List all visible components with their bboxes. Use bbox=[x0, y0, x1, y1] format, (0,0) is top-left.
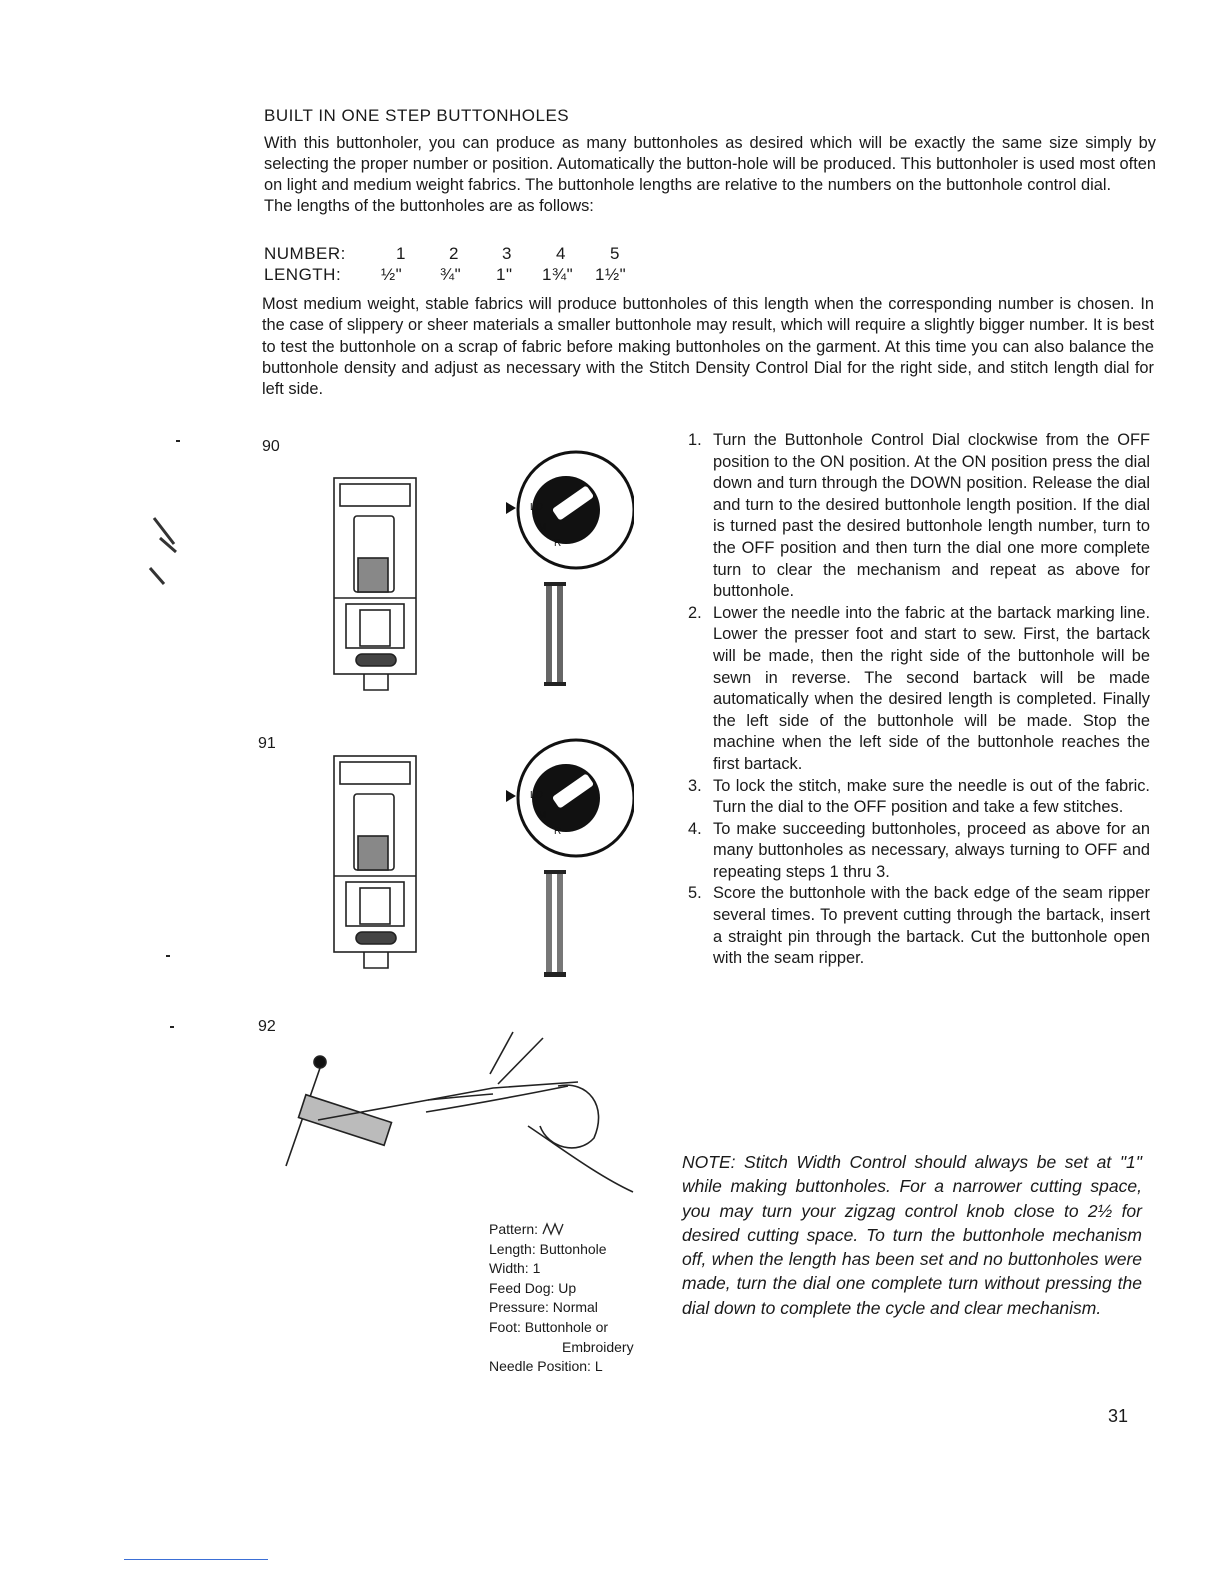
setting-foot: Foot: Buttonhole or bbox=[489, 1318, 609, 1335]
scan-artifact bbox=[140, 508, 190, 588]
dial-mark-lo: LO bbox=[530, 790, 544, 801]
length-cell: 1½" bbox=[595, 265, 627, 284]
number-cell: 1 bbox=[396, 244, 406, 263]
scan-mark bbox=[176, 440, 180, 442]
note-text: NOTE: Stitch Width Control should always be set at "1" while making buttonholes. For a narrower cutting space, you may turn your zigzag control knob close to 2½ for desired cutting space. To turn the buttonhole mechanism off, when the length has been set and no buttonholes were made, turn the dial one complete turn without pressing the dial down to complete the cycle and clear mechanism. bbox=[682, 1152, 1142, 1318]
buttonhole-dial-illustration-90 bbox=[504, 450, 634, 580]
step-text: Score the buttonhole with the back edge of the seam ripper several times. To prevent cutting through the bartack, insert a straight pin through the bartack. Cut the buttonhole open with the seam ripper. bbox=[713, 884, 1150, 968]
setting-width: Width: 1 bbox=[489, 1260, 541, 1277]
step-item bbox=[688, 883, 1150, 969]
step-number: 1. bbox=[688, 431, 702, 449]
number-cell: 5 bbox=[610, 244, 620, 263]
length-cell: 1¾" bbox=[542, 265, 574, 284]
step-item bbox=[688, 603, 1150, 776]
step-number: 5. bbox=[688, 884, 702, 903]
figure-label-90: 90 bbox=[262, 438, 280, 455]
footer-rule bbox=[124, 1559, 268, 1560]
setting-foot-cont: Embroidery bbox=[562, 1338, 634, 1355]
step-number: 2. bbox=[688, 603, 702, 622]
figure-label-92: 92 bbox=[258, 1018, 276, 1035]
stitch-sample-90 bbox=[540, 580, 570, 690]
number-cell: 2 bbox=[449, 244, 459, 263]
zigzag-pattern-icon bbox=[542, 1222, 564, 1236]
step-number: 3. bbox=[688, 776, 702, 795]
instruction-steps bbox=[688, 430, 1150, 970]
buttonhole-foot-illustration-90 bbox=[320, 464, 435, 704]
dial-mark-lo: LO bbox=[530, 502, 544, 513]
paragraph-lengths: Most medium weight, stable fabrics will produce buttonholes of this length when the corresponding number is chosen. In the case of slippery or sheer materials a smaller buttonhole may result, which will require a slightly bigger number. It is best to test the buttonhole on a scrap of fabric before making buttonholes on the garment. At this time you can also balance the buttonhole density and adjust as necessary with the Stitch Density Control Dial for the right side, and stitch length dial for left side. bbox=[262, 295, 1154, 399]
page-number: 31 bbox=[1108, 1406, 1129, 1426]
machine-settings bbox=[489, 1220, 634, 1377]
step-text: Turn the Buttonhole Control Dial clockwise from the OFF position to the ON position. At the ON position press the dial down and turn through the DOWN position. Release the dial and turn to the desired buttonhole length position. If the dial is turned past the desired buttonhole length number, turn to the OFF position and then turn the dial one more complete turn to clear the mechanism and repeat as above for buttonhole. bbox=[713, 431, 1150, 601]
intro-text bbox=[264, 133, 1156, 217]
number-cell: 4 bbox=[556, 244, 566, 263]
seam-ripper-illustration-92 bbox=[258, 1016, 648, 1208]
scan-mark bbox=[170, 1026, 174, 1028]
scan-mark bbox=[166, 955, 170, 957]
step-text: To lock the stitch, make sure the needle is out of the fabric. Turn the dial to the OFF position and take a few stitches. bbox=[713, 776, 1150, 817]
length-cell: ½" bbox=[381, 265, 403, 284]
dial-mark-m: M bbox=[538, 522, 547, 533]
dial-mark-r: R bbox=[554, 538, 562, 549]
setting-pattern: Pattern: bbox=[489, 1220, 634, 1240]
number-cell: 3 bbox=[502, 244, 512, 263]
step-item bbox=[688, 776, 1150, 819]
section-heading: BUILT IN ONE STEP BUTTONHOLES bbox=[264, 106, 570, 125]
length-cell: 1" bbox=[496, 265, 513, 284]
number-label: NUMBER: bbox=[264, 244, 346, 263]
dial-mark-m: M bbox=[538, 810, 547, 821]
setting-needle-position: Needle Position: L bbox=[489, 1358, 603, 1375]
buttonhole-foot-illustration-91 bbox=[320, 742, 435, 982]
setting-pressure: Pressure: Normal bbox=[489, 1299, 598, 1316]
stitch-sample-91 bbox=[540, 868, 570, 980]
buttonhole-dial-illustration-91 bbox=[504, 738, 634, 868]
step-text: Lower the needle into the fabric at the bartack marking line. Lower the presser foot and start to sew. First, the bartack will be made, then the right side of the buttonhole will be sewn in reverse. The second bartack will be made automatically when the desired length is completed. Finally the left side of the buttonhole will be made. Stop the machine when the left side of the buttonhole reaches the first bartack. bbox=[713, 603, 1150, 773]
length-label: LENGTH: bbox=[264, 265, 342, 284]
intro-paragraph: With this buttonholer, you can produce as many buttonholes as desired which will be exactly the same size simply by selecting the proper number or position. Automatically the button-hole will be produced. This buttonholer is used most often on light and medium weight fabrics. The buttonhole lengths are relative to the numbers on the buttonhole control dial. bbox=[264, 134, 1156, 194]
step-item bbox=[688, 819, 1150, 884]
step-text: To make succeeding buttonholes, proceed as above for an many buttonholes as necessary, always turning to OFF and repeating steps 1 thru 3. bbox=[713, 819, 1150, 881]
intro-lengths-lead: The lengths of the buttonholes are as follows: bbox=[264, 197, 594, 215]
dial-mark-r: R bbox=[554, 826, 562, 837]
length-cell: ¾" bbox=[440, 265, 462, 284]
setting-length: Length: Buttonhole bbox=[489, 1240, 607, 1257]
step-item bbox=[688, 430, 1150, 603]
setting-feed-dog: Feed Dog: Up bbox=[489, 1279, 577, 1296]
step-number: 4. bbox=[688, 819, 702, 838]
figure-label-91: 91 bbox=[258, 735, 276, 752]
